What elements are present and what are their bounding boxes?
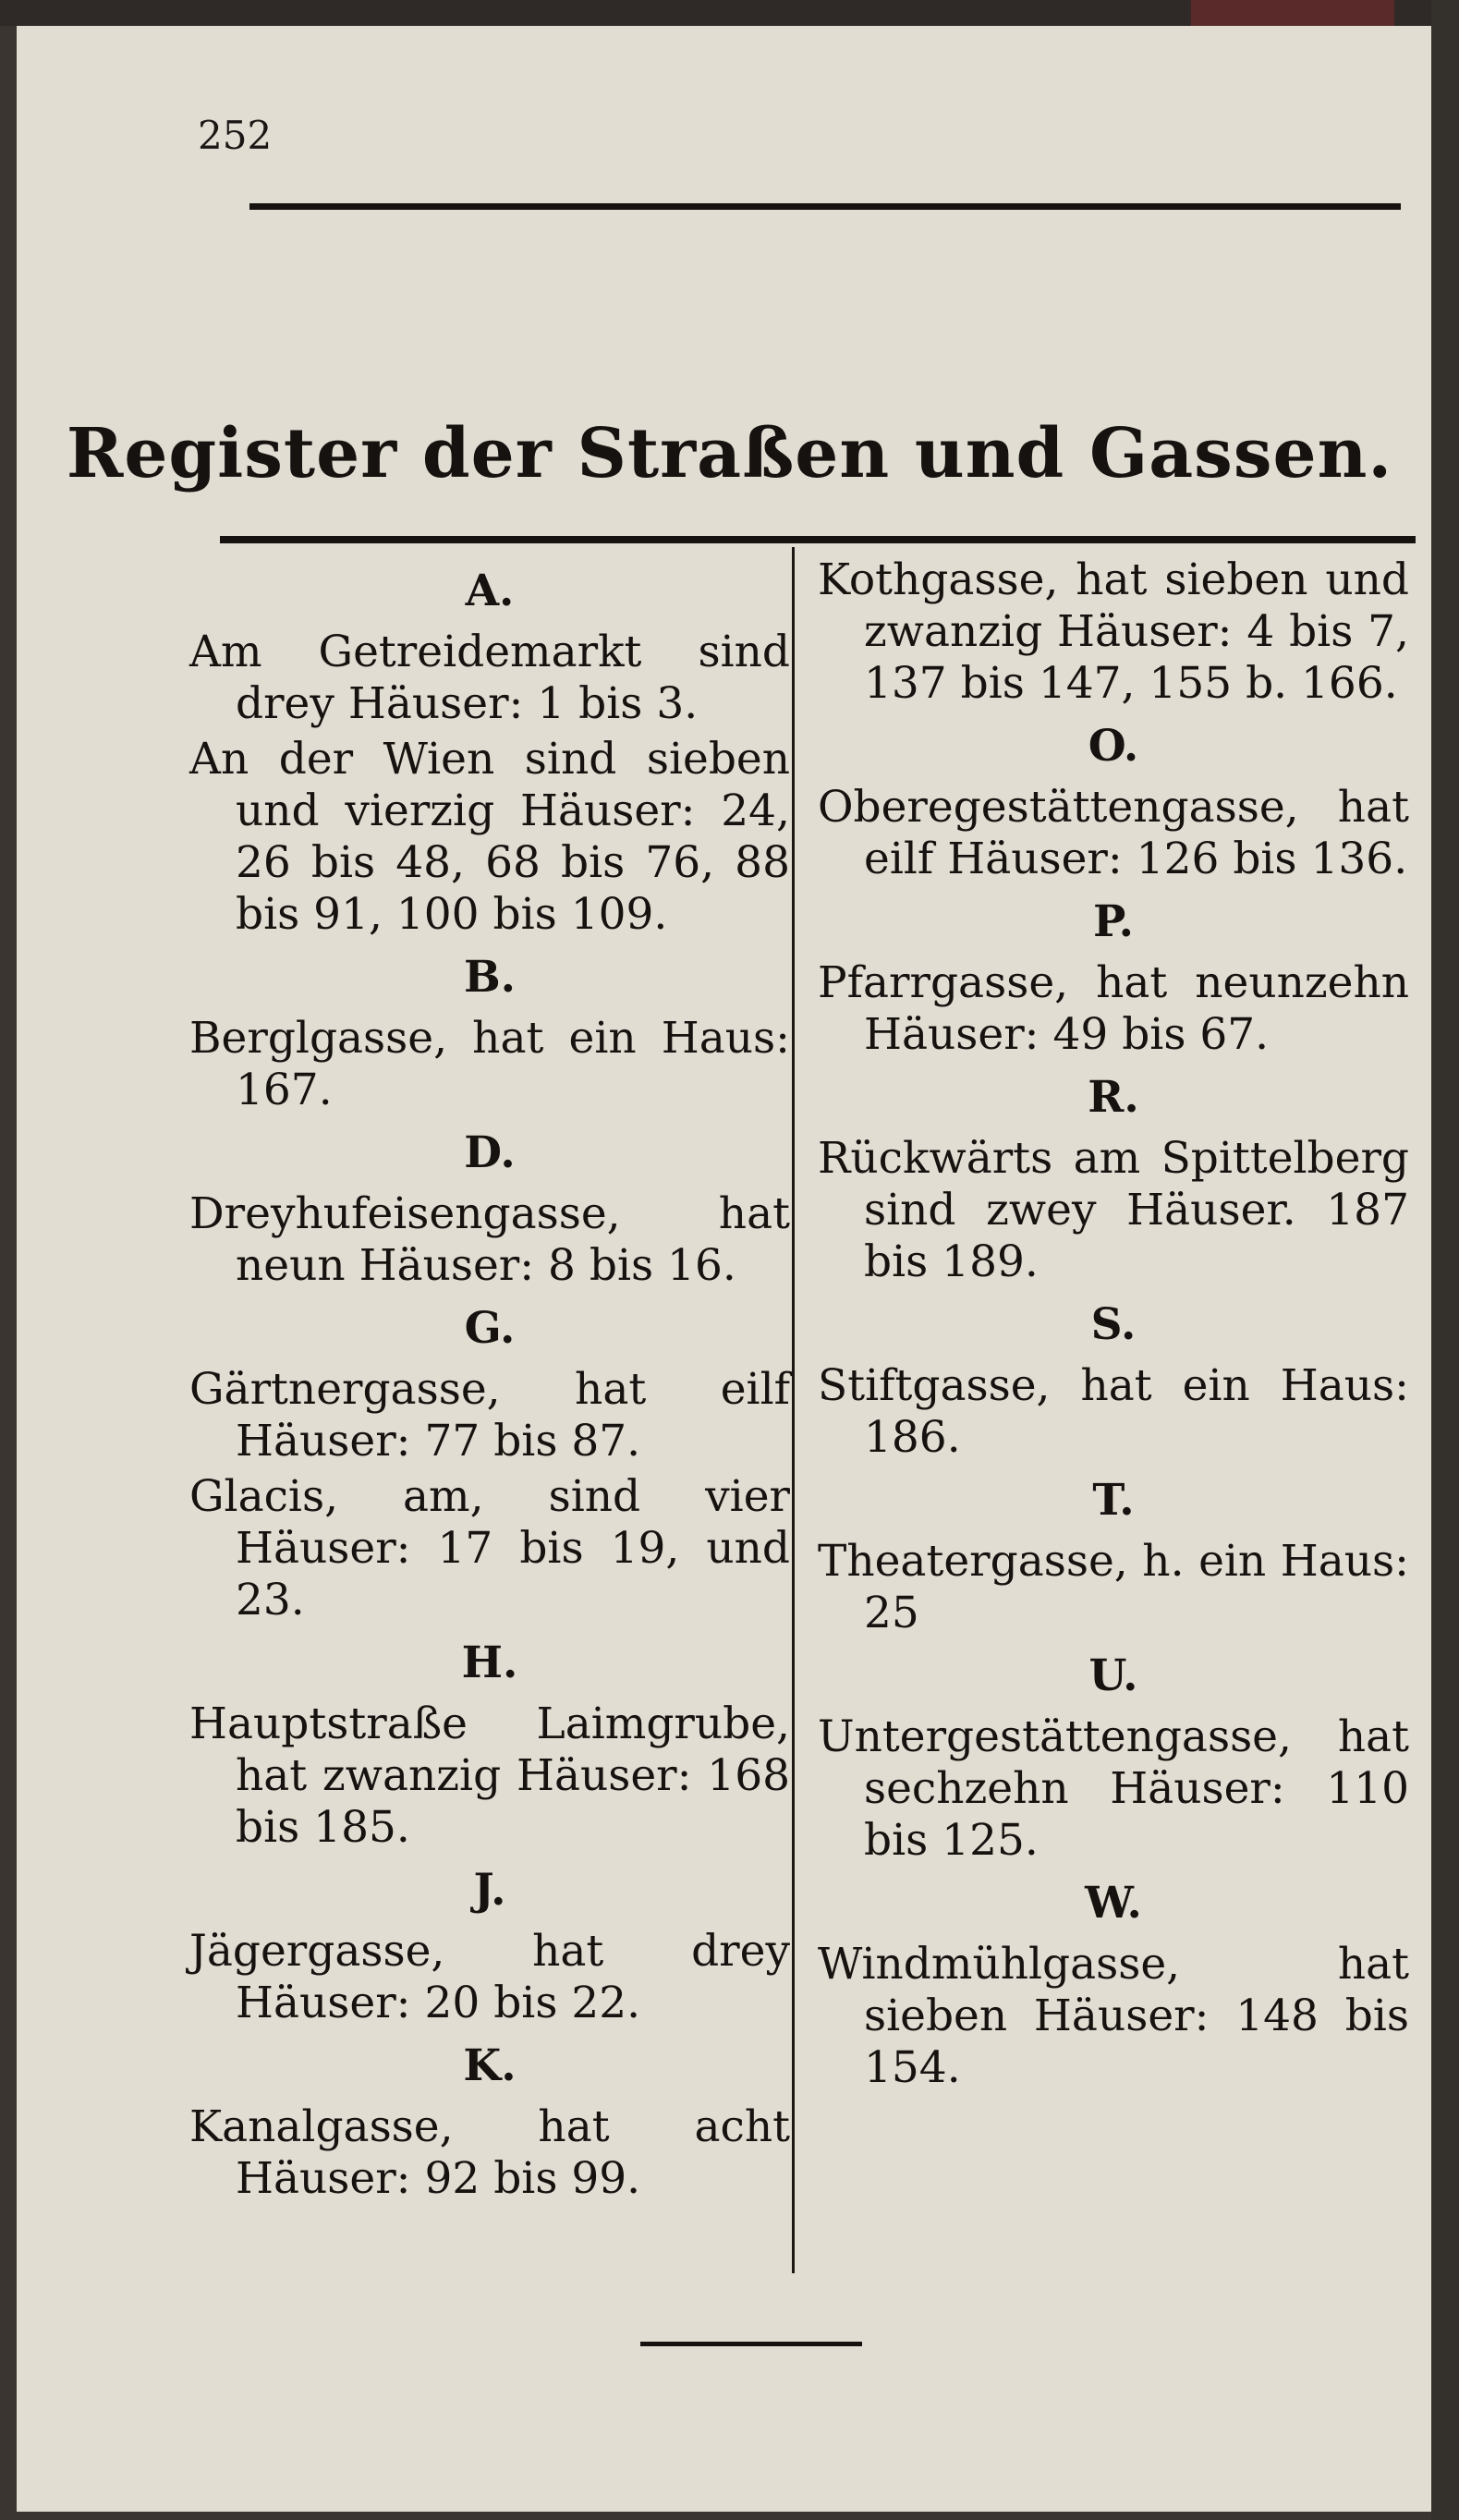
register-entry: Jägergasse, hat drey Häuser: 20 bis 22. <box>189 1926 790 2028</box>
register-entry: Hauptstraße Laimgrube, hat zwanzig Häuser: 168 bis 185. <box>189 1698 790 1853</box>
register-entry: Kothgasse, hat sieben und zwanzig Häuser: 4 bis 7, 137 bis 147, 155 b. 166. <box>818 554 1409 709</box>
register-entry: Dreyhufeisengasse, hat neun Häuser: 8 bis 16. <box>189 1188 790 1291</box>
book-cover-edge <box>1191 0 1394 28</box>
register-entry: Theatergasse, h. ein Haus: 25 <box>818 1536 1409 1638</box>
section-letter: T. <box>1092 1475 1135 1526</box>
register-entry: Am Getreidemarkt sind drey Häuser: 1 bis 3. <box>189 627 790 729</box>
section-letter: U. <box>1088 1650 1138 1701</box>
header-rule <box>249 203 1401 210</box>
section-letter: J. <box>473 1865 506 1916</box>
section-letter: K. <box>463 2040 517 2091</box>
section-letter: D. <box>464 1127 516 1178</box>
register-entry: Gärtnergasse, hat eilf Häuser: 77 bis 87. <box>189 1364 790 1467</box>
register-entry: Windmühlgasse, hat sieben Häuser: 148 bis 154. <box>818 1939 1409 2093</box>
section-letter: H. <box>461 1637 518 1688</box>
section-letter: B. <box>463 952 517 1003</box>
page-number: 252 <box>198 113 273 158</box>
register-entry: Untergestättengasse, hat sechzehn Häuser: 110 bis 125. <box>818 1711 1409 1866</box>
register-entry: Kanalgasse, hat acht Häuser: 92 bis 99. <box>189 2101 790 2204</box>
book-edge-right <box>1431 0 1459 2520</box>
register-entry: An der Wien sind sieben und vierzig Häuser: 24, 26 bis 48, 68 bis 76, 88 bis 91, 100 bis 109. <box>189 734 790 940</box>
column-divider <box>792 547 795 2273</box>
register-entry: Berglgasse, hat ein Haus: 167. <box>189 1013 790 1115</box>
register-entry: Glacis, am, sind vier Häuser: 17 bis 19, und 23. <box>189 1471 790 1625</box>
section-letter: W. <box>1085 1878 1142 1929</box>
title-rule <box>220 536 1416 543</box>
section-letter: R. <box>1088 1072 1139 1123</box>
section-letter: A. <box>465 566 515 616</box>
section-letter: P. <box>1093 896 1134 947</box>
section-letter: G. <box>464 1303 516 1354</box>
page-title: Register der Straßen und Gassen. <box>66 414 1393 493</box>
section-letter: S. <box>1090 1299 1137 1350</box>
left-column <box>189 554 790 2209</box>
register-entry: Pfarrgasse, hat neunzehn Häuser: 49 bis 67. <box>818 957 1409 1060</box>
section-letter: O. <box>1088 721 1139 772</box>
right-column <box>818 554 1409 2098</box>
register-entry: Rückwärts am Spittelberg sind zwey Häuser. 187 bis 189. <box>818 1133 1409 1287</box>
register-entry: Stiftgasse, hat ein Haus: 186. <box>818 1360 1409 1463</box>
bottom-rule <box>640 2342 862 2346</box>
register-entry: Oberegestättengasse, hat eilf Häuser: 126 bis 136. <box>818 782 1409 884</box>
